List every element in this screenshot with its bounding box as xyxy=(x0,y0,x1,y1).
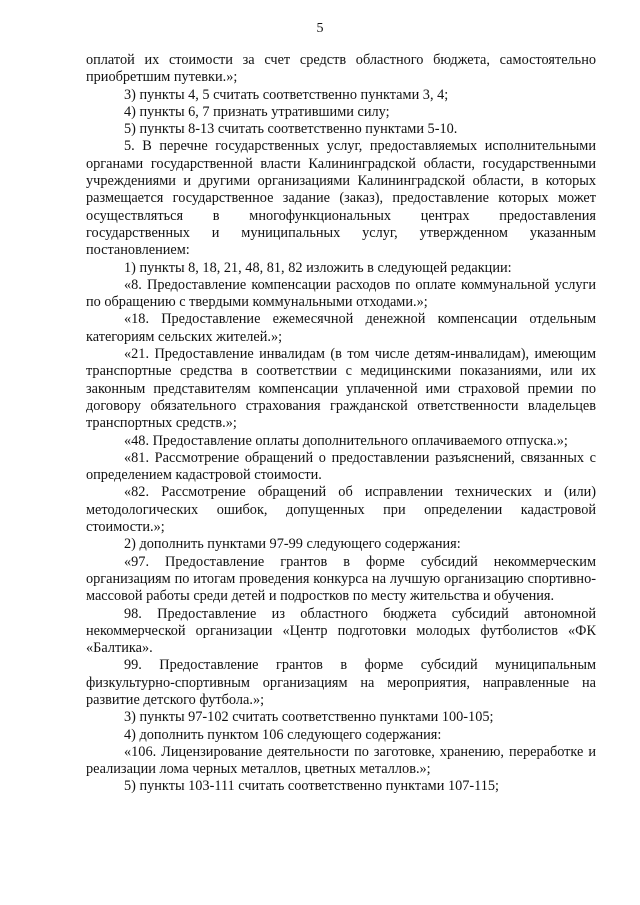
paragraph: 98. Предоставление из областного бюджета субсидий автономной некоммерческой организации «Центр подготовки молодых футболистов «ФК «Балтика». xyxy=(86,605,596,657)
paragraph: «8. Предоставление компенсации расходов по оплате коммунальной услуги по обращению с твердыми коммунальными отходами.»; xyxy=(86,276,596,311)
paragraph: 99. Предоставление грантов в форме субсидий муниципальным физкультурно-спортивным организациям на мероприятия, направленные на развитие детского футбола.»; xyxy=(86,657,596,708)
document-body xyxy=(86,52,596,796)
paragraph: 2) дополнить пунктами 97-99 следующего содержания: xyxy=(124,536,461,553)
paragraph: «18. Предоставление ежемесячной денежной компенсации отдельным категориям сельских жителей.»; xyxy=(86,311,596,345)
paragraph: оплатой их стоимости за счет средств областного бюджета, самостоятельно приобретшим путевки.»; xyxy=(86,52,596,86)
paragraph: 5) пункты 8-13 считать соответственно пунктами 5-10. xyxy=(124,121,458,138)
paragraph: «21. Предоставление инвалидам (в том числе детям-инвалидам), имеющим транспортные средства в соответствии с медицинскими показаниями, или их законным представителям компенсации уплаченной ими страховой премии по договору обязательного страхования гражданской ответственности владельцев транспортных средств.»; xyxy=(86,346,596,432)
paragraph: 4) дополнить пунктом 106 следующего содержания: xyxy=(124,726,442,743)
paragraph: 4) пункты 6, 7 признать утратившими силу; xyxy=(124,103,390,120)
paragraph: «81. Рассмотрение обращений о предоставлении разъяснений, связанных с определением кадастровой стоимости. xyxy=(86,449,596,484)
paragraph: 5. В перечне государственных услуг, предоставляемых исполнительными органами государственной власти Калининградской области, государственными учреждениями и другими организациями Калининградской области, в которых размещается государственное задание (заказ), предоставление которых может осуществляться в многофункциональных центрах предоставления государственных и муниципальных услуг, утвержденном указанным постановлением: xyxy=(86,138,596,259)
paragraph: «48. Предоставление оплаты дополнительного оплачиваемого отпуска.»; xyxy=(124,432,568,449)
paragraph: 3) пункты 4, 5 считать соответственно пунктами 3, 4; xyxy=(124,86,449,103)
paragraph: 3) пункты 97-102 считать соответственно пунктами 100-105; xyxy=(124,709,494,726)
paragraph: «106. Лицензирование деятельности по заготовке, хранению, переработке и реализации лома черных металлов, цветных металлов.»; xyxy=(86,743,596,778)
page-number: 5 xyxy=(316,21,324,36)
paragraph: «97. Предоставление грантов в форме субсидий некоммерческим организациям по итогам проведения конкурса на лучшую организацию спортивно-массовой работы среди детей и подростков по месту жительства и обучения. xyxy=(86,553,596,605)
paragraph: «82. Рассмотрение обращений об исправлении технических и (или) методологических ошибок, допущенных при определении кадастровой стоимости.»; xyxy=(86,484,596,536)
paragraph: 1) пункты 8, 18, 21, 48, 81, 82 изложить в следующей редакции: xyxy=(124,259,512,276)
paragraph: 5) пункты 103-111 считать соответственно пунктами 107-115; xyxy=(124,778,500,795)
